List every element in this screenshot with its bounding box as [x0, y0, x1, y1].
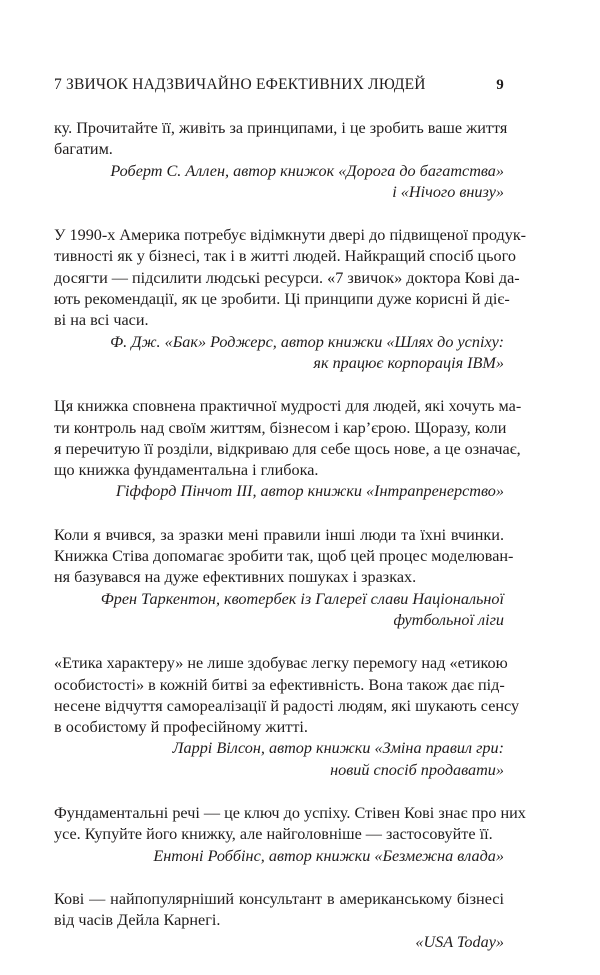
testimonial-block: [54, 525, 514, 631]
testimonial-block: [54, 653, 520, 781]
attribution-line: «USA Today»: [415, 932, 504, 951]
attribution-line: Гіффорд Пінчот III, автор книжки «Інтрапренерство»: [115, 482, 504, 501]
quote-line: в особистому й професійному житті.: [54, 718, 308, 737]
testimonial-attribution: [54, 589, 504, 632]
page-number: 9: [496, 77, 504, 93]
testimonial-quote: [54, 889, 504, 932]
testimonial-block: [54, 803, 526, 867]
quote-line: досягти — підсилити людські ресурси. «7 звичок» доктора Кові да-: [54, 268, 520, 287]
testimonial-quote: [54, 396, 522, 481]
quote-line: Фундаментальні речі — це ключ до успіху. Стівен Кові знає про них: [54, 804, 526, 823]
testimonial-block: [54, 889, 504, 953]
quote-line: ня базувався на дуже ефективних пошуках і зразках.: [54, 568, 417, 587]
attribution-line: Ларрі Вілсон, автор книжки «Зміна правил гри:: [172, 739, 504, 758]
testimonial-attribution: [54, 738, 504, 781]
quote-line: тивності як у бізнесі, так і в житті людей. Найкращий спосіб цього: [54, 247, 516, 266]
quote-line: що книжка фундаментальна і глибока.: [54, 461, 319, 480]
quote-line: ку. Прочитайте її, живіть за принципами, і це зробить ваше життя: [54, 119, 508, 137]
testimonial-quote: [54, 803, 526, 846]
testimonial-attribution: [54, 332, 504, 375]
quote-line: «Етика характеру» не лише здобуває легку перемогу над «етикою: [54, 654, 508, 673]
quote-line: особистості» в кожній битві за ефективність. Вона також дає під-: [54, 675, 505, 694]
testimonial-quote: [54, 118, 508, 161]
quote-line: Коли я вчився, за зразки мені правили інші люди та їхні вчинки.: [54, 525, 504, 544]
testimonial-block: [54, 118, 508, 203]
testimonial-block: [54, 396, 522, 502]
quote-line: несене відчуття самореалізації й радості людям, які шукають сенсу: [54, 696, 520, 715]
testimonial-attribution: [54, 846, 504, 867]
quote-line: Кові — найпопулярніший консультант в американському бізнесі: [54, 889, 504, 908]
testimonial-quote: [54, 525, 514, 589]
quote-line: Книжка Стіва допомагає зробити так, щоб цей процес моделюван-: [54, 547, 514, 566]
attribution-line: Роберт С. Аллен, автор книжок «Дорога до багатства»: [110, 161, 504, 180]
attribution-line: Френ Таркентон, квотербек із Галереї слави Національної: [100, 589, 504, 608]
page-header: [54, 76, 504, 94]
attribution-line: Ентоні Роббінс, автор книжки «Безмежна влада»: [153, 846, 504, 865]
testimonial-attribution: [54, 161, 504, 204]
quote-line: Ця книжка сповнена практичної мудрості для людей, які хочуть ма-: [54, 397, 522, 416]
quote-line: ти контроль над своїм життям, бізнесом і кар’єрою. Щоразу, коли: [54, 418, 507, 437]
testimonial-attribution: [54, 481, 504, 502]
quote-line: ють рекомендації, як це зробити. Ці принципи дуже корисні й діє-: [54, 290, 510, 309]
quote-line: У 1990-х Америка потребує відімкнути двері до підвищеної продук-: [54, 226, 527, 245]
quote-line: усе. Купуйте його книжку, але найголовніше — застосовуйте її.: [54, 825, 493, 844]
quote-line: багатим.: [54, 140, 113, 159]
testimonial-quote: [54, 653, 520, 738]
attribution-line: як працює корпорація IBM»: [313, 353, 504, 372]
testimonials-list: [54, 118, 527, 975]
quote-line: від часів Дейла Карнегі.: [54, 911, 221, 930]
testimonial-attribution: [54, 932, 504, 953]
attribution-line: Ф. Дж. «Бак» Роджерс, автор книжки «Шлях до успіху:: [110, 332, 504, 351]
running-title: 7 ЗВИЧОК НАДЗВИЧАЙНО ЕФЕКТИВНИХ ЛЮДЕЙ: [54, 76, 426, 93]
attribution-line: новий спосіб продавати»: [330, 760, 504, 779]
quote-line: ві на всі часи.: [54, 311, 149, 330]
testimonial-block: [54, 225, 527, 374]
attribution-line: і «Нічого внизу»: [392, 182, 504, 201]
testimonial-quote: [54, 225, 527, 331]
attribution-line: футбольної ліги: [393, 610, 504, 629]
quote-line: я перечитую її розділи, відкриваю для себе щось нове, а це означає,: [54, 439, 521, 458]
